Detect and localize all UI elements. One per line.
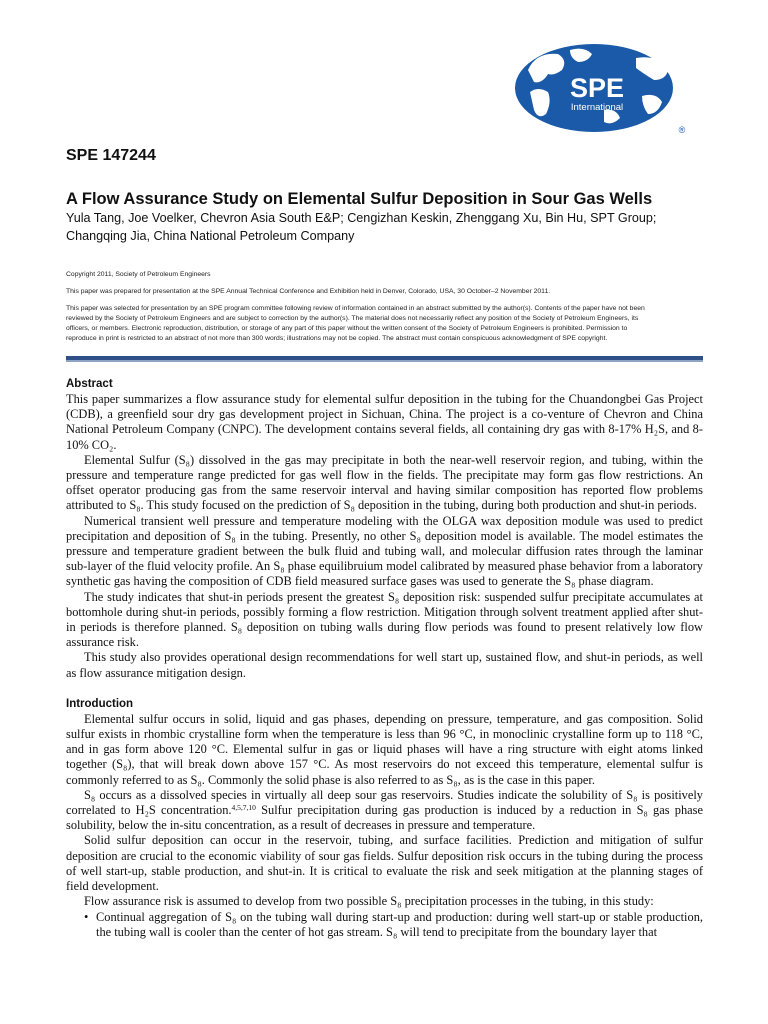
abstract-paragraph-5: This study also provides operational design recommendations for well start up, sustained flow, and shut-in periods, as well as flow assurance mitigation design. [66, 650, 703, 680]
introduction-paragraph-2-rest: Sulfur precipitation during gas production is induced by a reduction in S₈ gas phase solubility, below the in-situ concentration, as a result of decreases in pressure and temperature. [66, 803, 703, 833]
logo-subtext: International [570, 102, 624, 113]
authors-line-2: Changqing Jia, China National Petroleum Company [66, 229, 355, 243]
selection-note-line-1: This paper was selected for presentation by an SPE program committee following review of information contained in an abstract submitted by the author(s). Contents of the paper have not been [66, 305, 645, 312]
list-item [66, 910, 703, 940]
conference-note: This paper was prepared for presentation at the SPE Annual Technical Conference and Exhibition held in Denver, Colorado, USA, 30 October–2 November 2011. [66, 288, 551, 295]
abstract-paragraph-4: The study indicates that shut-in periods present the greatest S₈ deposition risk: suspended sulfur precipitate accumulates at bottomhole during shut-in periods, possibly forming a flow restriction. Mitigation through solvent treatment applied after shut-in periods is therefore planned. S₈ deposition on tubing walls during flow periods was found to present relatively low flow assurance risk. [66, 589, 703, 650]
paper-body [66, 377, 703, 940]
abstract-paragraph-1: This paper summarizes a flow assurance study for elemental sulfur deposition in the tubing for the Chuandongbei Gas Project (CDB), a greenfield sour dry gas development project in Sichuan, China. The project is a co-venture of Chevron and China National Petroleum Company (CNPC). The development contains several fields, all containing dry gas with 8-17% H₂S, and 8-10% CO₂. [66, 392, 703, 452]
copyright-line: Copyright 2011, Society of Petroleum Engineers [66, 271, 211, 278]
selection-note-line-3: officers, or members. Electronic reproduction, distribution, or storage of any part of this paper without the written consent of the Society of Petroleum Engineers is prohibited. Permission to [66, 325, 628, 332]
abstract-paragraph-2: Elemental Sulfur (S₈) dissolved in the gas may precipitate in both the near-well reservoir region, and tubing, within the pressure and temperature range predicted for gas well flow in the fields. The precipitate may form gas flow restrictions. An offset operator producing gas from the same reservoir interval and having similar composition has reported flow problems attributed to S₈. This study focused on the prediction of S₈ deposition in the tubing, during both production and shut-in periods. [66, 452, 703, 513]
introduction-paragraph-3: Solid sulfur deposition can occur in the reservoir, tubing, and surface facilities. Prediction and mitigation of sulfur deposition are crucial to the economic viability of sour gas fields. Sulfur deposition risk occurs in the tubing during the process of well start-up, stable production, and shut-in. It is critical to evaluate the risk and seek mitigation at the planning stages of field development. [66, 833, 703, 894]
copyright-notice [66, 270, 706, 351]
authors-line-1: Yula Tang, Joe Voelker, Chevron Asia South E&P; Cengizhan Keskin, Zhenggang Xu, Bin Hu, SPT Group; [66, 211, 657, 225]
selection-note [66, 304, 706, 344]
citation-refs: 4,5,7,10 [231, 803, 256, 813]
header-divider [66, 356, 703, 362]
introduction-paragraph-2 [66, 788, 703, 834]
introduction-paragraph-4: Flow assurance risk is assumed to develop from two possible S₈ precipitation processes in the tubing, in this study: [84, 894, 654, 909]
logo-wordmark: SPE [569, 73, 625, 103]
bullet-icon: • [84, 909, 89, 924]
bullet-text: Continual aggregation of S₈ on the tubing wall during start-up and production: during well start-up or stable production, the tubing wall is cooler than the center of hot gas stream. S₈ will tend to precipitate from the boundary layer that [96, 909, 703, 939]
author-list [66, 209, 716, 245]
introduction-paragraph-1: Elemental sulfur occurs in solid, liquid and gas phases, depending on pressure, temperature, and gas composition. Solid sulfur exists in rhombic crystalline form when the temperature is less than 96 °C, in monoclinic crystalline form up to 118 °C, and in gas form above 120 °C. Elemental sulfur in gas or liquid phases will have a ring structure with eight atoms linked together (S₈), that will break down above 157 °C. As most reservoirs do not exceed this temperature, elemental sulfur is commonly referred to as S₈. Commonly the solid phase is also referred to as S₈, as is the case in this paper. [66, 711, 703, 787]
introduction-heading: Introduction [66, 697, 134, 710]
selection-note-line-4: reproduce in print is restricted to an abstract of not more than 300 words; illustrations may not be copied. The abstract must contain conspicuous acknowledgment of SPE copyright. [66, 335, 608, 342]
paper-title: A Flow Assurance Study on Elemental Sulfur Deposition in Sour Gas Wells [66, 190, 653, 208]
bullet-list [66, 910, 703, 940]
registered-mark: ® [678, 125, 686, 135]
abstract-heading: Abstract [66, 378, 113, 390]
abstract-paragraph-3: Numerical transient well pressure and temperature modeling with the OLGA wax deposition module was used to predict precipitation and deposition of S₈ in the tubing. Presently, no other S₈ deposition model is available. The model estimates the pressure and temperature gradient between the bulk fluid and tubing wall, and molecular diffusion rates through the laminar sub-layer of the fluid velocity profile. An S₈ phase equilibruium model calibrated by measured phase behavior from a laboratory synthetic gas having the composition of CDB field measured surface gases was used to generate the S₈ phase diagram. [66, 513, 703, 589]
globe-logo-graphic [508, 40, 698, 140]
spe-international-logo [508, 40, 698, 140]
paper-number: SPE 147244 [66, 147, 156, 164]
selection-note-line-2: reviewed by the Society of Petroleum Engineers and are subject to correction by the author(s). The material does not necessarily reflect any position of the Society of Petroleum Engineers, its [66, 315, 639, 322]
introduction-paragraph-2-text: S₈ occurs as a dissolved species in virtually all deep sour gas reservoirs. Studies indicate the solubility of S₈ is positively correlated to H₂S concentration. [66, 787, 703, 818]
